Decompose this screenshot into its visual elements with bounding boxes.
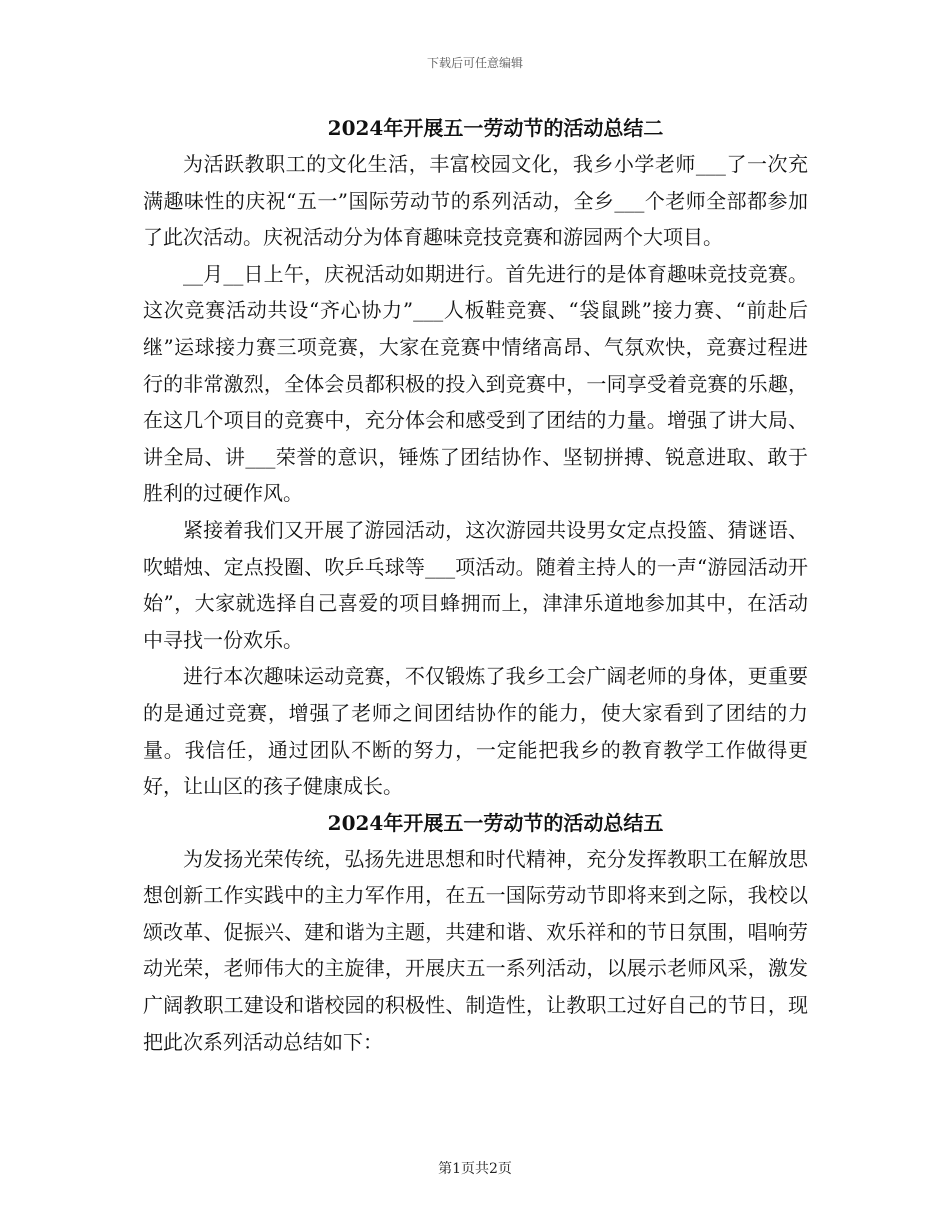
document-body <box>143 110 808 1060</box>
page-number-footer: 第1页共2页 <box>438 1161 512 1177</box>
paragraph: 紧接着我们又开展了游园活动，这次游园共设男女定点投篮、猜谜语、吹蜡烛、定点投圈、吹乒乓球等___项活动。随着主持人的一声“游园活动开始”，大家就选择自己喜爱的项目蜂拥而上，津津乐道地参加其中，在活动中寻找一份欢乐。 <box>143 517 808 652</box>
header-note: 下载后可任意编辑 <box>426 56 523 70</box>
section-title-2: 2024年开展五一劳动节的活动总结五 <box>327 810 664 835</box>
paragraph: 为活跃教职工的文化生活，丰富校园文化，我乡小学老师___了一次充满趣味性的庆祝“五一”国际劳动节的系列活动，全乡___个老师全部都参加了此次活动。庆祝活动分为体育趣味竞技竞赛和游园两个大项目。 <box>143 152 808 250</box>
paragraph: 进行本次趣味运动竞赛，不仅锻炼了我乡工会广阔老师的身体，更重要的是通过竞赛，增强了老师之间团结协作的能力，使大家看到了团结的力量。我信任，通过团队不断的努力，一定能把我乡的教育教学工作做得更好，让山区的孩子健康成长。 <box>143 664 808 799</box>
paragraph: 为发扬光荣传统，弘扬先进思想和时代精神，充分发挥教职工在解放思想创新工作实践中的主力军作用，在五一国际劳动节即将来到之际，我校以颂改革、促振兴、建和谐为主题，共建和谐、欢乐祥和的节日氛围，唱响劳动光荣，老师伟大的主旋律，开展庆五一系列活动，以展示老师风采，激发广阔教职工建设和谐校园的积极性、制造性，让教职工过好自己的节日，现把此次系列活动总结如下： <box>143 846 808 1054</box>
section-title-1: 2024年开展五一劳动节的活动总结二 <box>327 116 664 140</box>
paragraph: __月__日上午，庆祝活动如期进行。首先进行的是体育趣味竞技竞赛。这次竞赛活动共设“齐心协力”___人板鞋竞赛、“袋鼠跳”接力赛、“前赴后继”运球接力赛三项竞赛，大家在竞赛中情绪高昂、气氛欢快，竞赛过程进行的非常激烈，全体会员都积极的投入到竞赛中，一同享受着竞赛的乐趣，在这几个项目的竞赛中，充分体会和感受到了团结的力量。增强了讲大局、讲全局、讲___荣誉的意识，锤炼了团结协作、坚韧拼搏、锐意进取、敢于胜利的过硬作风。 <box>143 261 808 506</box>
